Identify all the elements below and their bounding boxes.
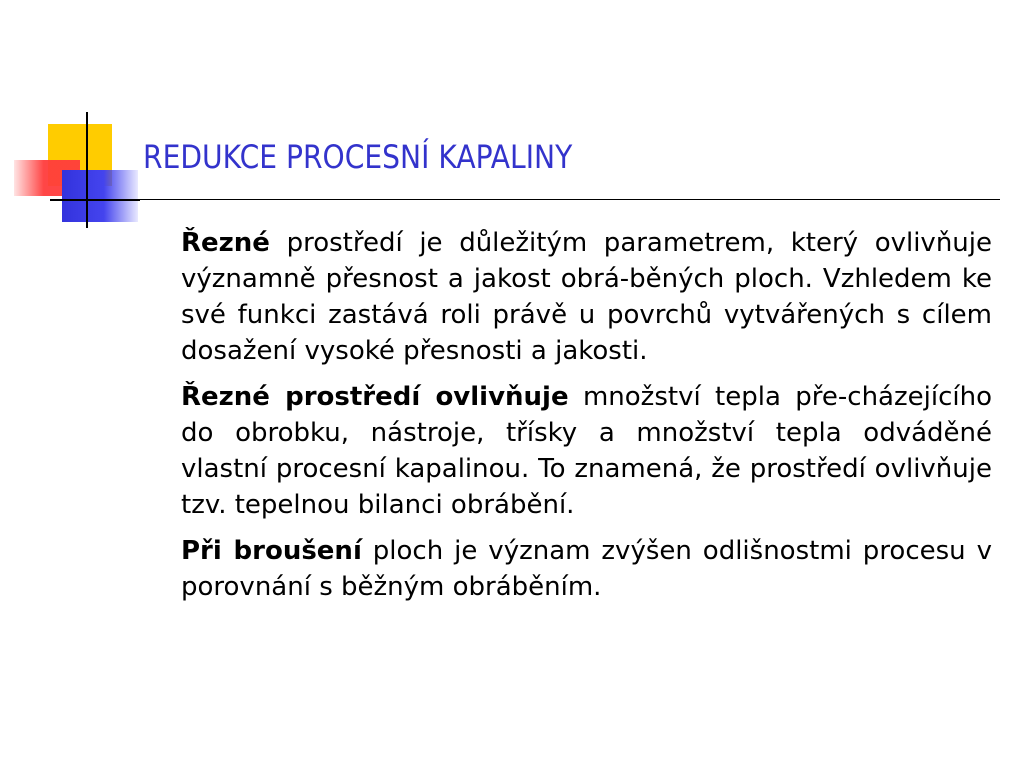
paragraph-3 bbox=[181, 533, 992, 605]
paragraph-2-lead: Řezné prostředí ovlivňuje bbox=[181, 382, 569, 412]
title-underline bbox=[50, 199, 1000, 200]
paragraph-1-lead: Řezné bbox=[181, 228, 270, 258]
paragraph-3-text: ploch je význam zvýšen odlišnostmi procesu v porovnání s běžným obráběním. bbox=[181, 536, 992, 602]
blue-square-decoration bbox=[62, 170, 138, 222]
slide-title: REDUKCE PROCESNÍ KAPALINY bbox=[143, 138, 573, 176]
paragraph-3-lead: Při broušení bbox=[181, 536, 362, 566]
paragraph-1-text: prostředí je důležitým parametrem, který ovlivňuje významně přesnost a jakost obrá-běných ploch. Vzhledem ke své funkci zastává roli právě u povrchů vytvářených s cílem dosažení vysoké přesnosti a jakosti. bbox=[181, 228, 992, 366]
slide-body bbox=[181, 225, 992, 615]
corner-decoration bbox=[0, 0, 150, 240]
paragraph-2-text: množství tepla pře-cházejícího do obrobku, nástroje, třísky a množství tepla odváděné vlastní procesní kapalinou. To znamená, že prostředí ovlivňuje tzv. tepelnou bilanci obrábění. bbox=[181, 382, 992, 520]
paragraph-2 bbox=[181, 379, 992, 523]
vertical-rule bbox=[86, 112, 88, 228]
paragraph-1 bbox=[181, 225, 992, 369]
